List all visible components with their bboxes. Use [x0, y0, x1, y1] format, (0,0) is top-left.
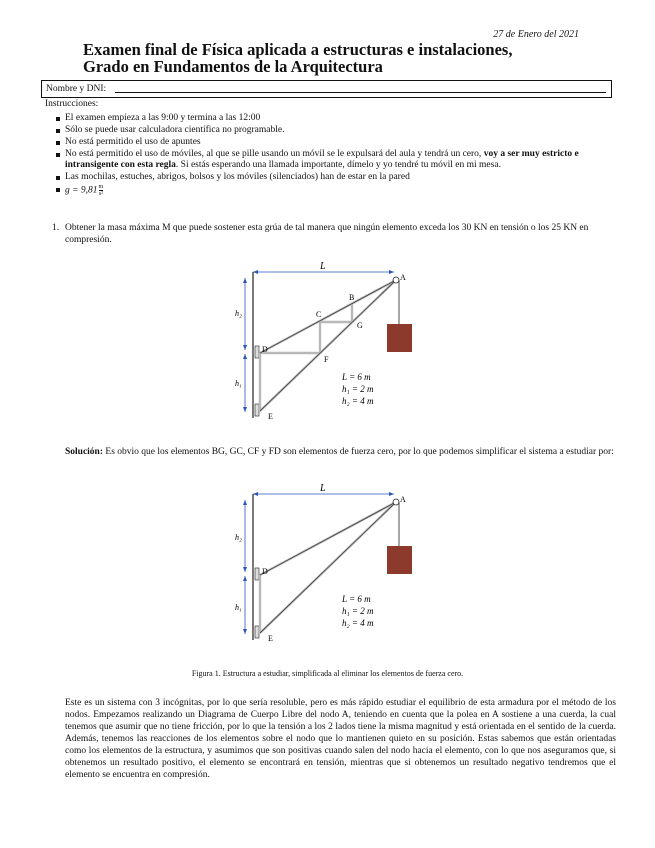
phone-rule-emphasis: voy a ser muy estricto e intransigente con esta regla [65, 148, 579, 170]
param-L: L = 6 m [342, 594, 371, 604]
support-E [255, 626, 259, 638]
support-E [255, 404, 259, 416]
label-node-F: F [324, 355, 329, 364]
gravity-unit-den: s² [98, 190, 103, 197]
exam-title [83, 41, 512, 75]
mass-block [387, 324, 412, 352]
solution-text: Es obvio que los elementos BG, GC, CF y FD son elementos de fuerza cero, por lo que podemos simplificar el sistema a estudiar por: [103, 447, 614, 457]
list-item: No está permitido el uso de apuntes [55, 137, 618, 148]
pulley-A [393, 499, 399, 505]
mass-block [387, 546, 412, 574]
gravity-formula: g = 9,81 [65, 185, 98, 196]
label-L: L [320, 483, 326, 494]
label-node-B: B [349, 293, 355, 302]
pulley-A [393, 277, 399, 283]
question-1 [52, 223, 617, 246]
question-number: 1. [52, 223, 60, 233]
name-dni-line [115, 92, 606, 93]
param-h1: h₁ = 2 m [342, 384, 374, 394]
support-D [255, 346, 259, 358]
label-node-C: C [316, 310, 322, 319]
question-text: Obtener la masa máxima M que puede sostener esta grúa de tal manera que ningún elemento exceda los 30 KN en tensión o los 25 KN en compresión. [65, 223, 589, 245]
list-item [55, 149, 618, 172]
label-node-D: D [262, 345, 268, 354]
support-D [255, 568, 259, 580]
title-line-2: Grado en Fundamentos de la Arquitectura [83, 57, 383, 76]
list-item [55, 184, 618, 197]
instructions-list [55, 113, 618, 197]
label-h1: h₁ [235, 603, 242, 612]
label-node-A: A [400, 273, 406, 282]
param-h2: h₂ = 4 m [342, 396, 374, 406]
list-item: El examen empieza a las 9:00 y termina a las 12:00 [55, 113, 618, 124]
explanation-paragraph: Este es un sistema con 3 incógnitas, por lo que sería resoluble, pero es más rápido estudiar el equilibrio de esta armadura por el método de los nodos. Empezamos realizando un Diagrama de Cuerpo Libre del nodo A, teniendo en cuenta que la polea en A sostiene a una cuerda, la cual tenemos que asumir que no tiene fricción, por lo que la tensión a los 2 lados tiene la misma magnitud y está orientada en el sentido de la cuerda. Además, tenemos las reacciones de los elementos sobre el nodo que lo mantienen quieto en su posición. Estas sabemos que están orientadas como los elementos de la estructura, y asumimos que son positivas cuando salen del nodo hacia el elemento, con lo que nos aseguramos que, si obtenemos un resultado positivo, el elemento se encontrará en tensión, mientras que si obtenemos un resultado negativo tendremos que el elemento se encuentra en compresión. [65, 698, 616, 780]
label-node-E: E [268, 412, 273, 421]
label-node-E: E [268, 634, 273, 643]
label-h1: h₁ [235, 379, 242, 388]
title-line-1: Examen final de Física aplicada a estructuras e instalaciones, [83, 40, 513, 59]
label-h2: h₂ [235, 533, 242, 542]
param-h2: h₂ = 4 m [342, 618, 374, 628]
name-dni-field[interactable] [41, 80, 612, 98]
truss-figure-simplified [232, 480, 422, 645]
label-node-A: A [400, 495, 406, 504]
label-node-D: D [262, 567, 268, 576]
param-L: L = 6 m [342, 372, 371, 382]
phone-rule-text: No está permitido el uso de móviles, al que se pille usando un móvil se le expulsará del aula y tendrá un cero, [65, 148, 484, 159]
name-dni-label: Nombre y DNI: [46, 84, 107, 94]
truss-figure-full [232, 258, 422, 423]
list-item: Las mochilas, estuches, abrigos, bolsos y los móviles (silenciados) han de estar en la pared [55, 172, 618, 183]
figure-caption: Figura 1. Estructura a estudiar, simplificada al eliminar los elementos de fuerza cero. [191, 669, 464, 678]
label-h2: h₂ [235, 309, 242, 318]
list-item: Sólo se puede usar calculadora científica no programable. [55, 125, 618, 136]
instructions-heading: Instrucciones: [45, 99, 99, 109]
param-h1: h₁ = 2 m [342, 606, 374, 616]
phone-rule-text-end: . Si estás esperando una llamada importante, dímelo y yo tendré tu móvil en mi mesa. [175, 159, 501, 170]
exam-date: 27 de Enero del 2021 [493, 29, 579, 40]
solution-paragraph [65, 446, 618, 458]
label-L: L [320, 261, 326, 272]
solution-label: Solución: [65, 447, 104, 457]
label-node-G: G [357, 321, 363, 330]
gravity-unit-num: m [98, 183, 104, 190]
